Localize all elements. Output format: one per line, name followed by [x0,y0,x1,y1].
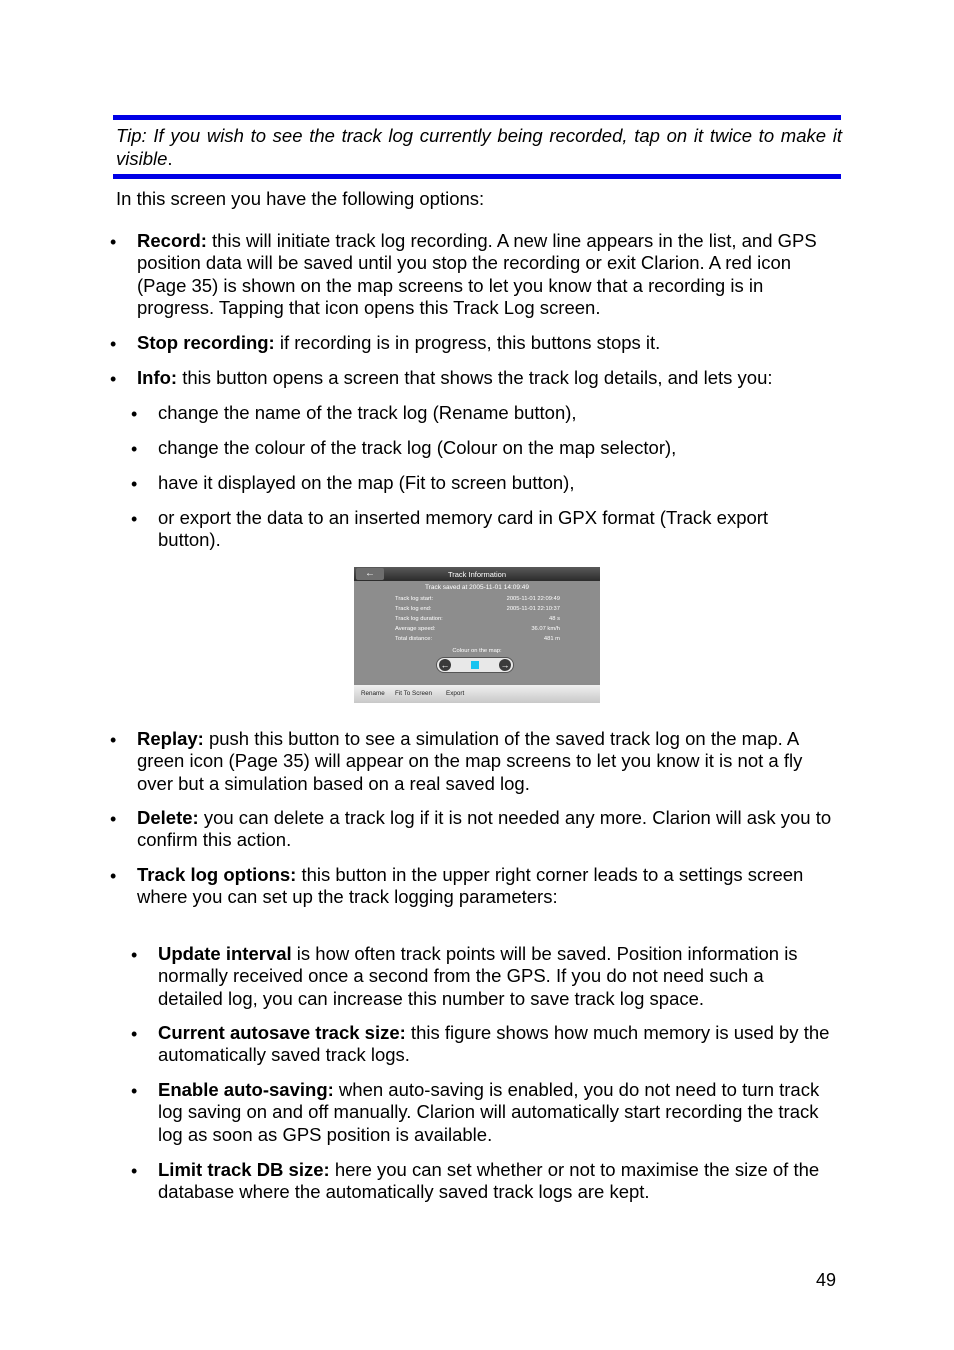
track-saved-line: Track saved at 2005-11-01 14:09:49 [424,584,530,591]
sub-item-colour: change the colour of the track log (Colour on the map selector), [158,437,677,458]
option-autosave-size: Current autosave track size: this figure shows how much memory is used by the automatically saved track logs. [158,1022,830,1066]
bullet: • [131,439,138,459]
bullet-delete: Delete: you can delete a track log if it is not needed any more. Clarion will ask you to confirm this action. [137,807,832,851]
bullet: • [110,730,117,750]
bullet-stop-recording: Stop recording: if recording is in progress, this buttons stops it. [137,332,661,353]
tip-text: Tip: If you wish to see the track log currently being recorded, tap on it twice to make it visible. [116,125,842,169]
sub-item-export: or export the data to an inserted memory card in GPX format (Track export button). [158,507,769,551]
detail-row: Track log duration: 48 s [395,616,560,622]
bullet-record: Record: this will initiate track log recording. A new line appears in the list, and GPS position data will be saved until you stop the recording or exit Clarion. A red icon (Page 35) is shown on the map screens to let you know that a recording is in progress. Tapping that icon opens this Track Log screen. [137,230,817,319]
detail-row: Track log end: 2005-11-01 22:10:37 [395,606,560,612]
screenshot-button-bar [354,685,600,703]
bullet: • [131,1024,138,1044]
colour-swatch [471,661,479,669]
bullet-replay: Replay: push this button to see a simulation of the saved track log on the map. A green icon (Page 35) will appear on the map screens to let you know it is not a fly over but a simulation based on a real saved log. [137,728,803,794]
colour-on-map-label: Colour on the map: [452,648,502,654]
bullet: • [131,509,138,529]
bullet-track-log-options: Track log options: this button in the upper right corner leads to a settings screen where you can set up the track logging parameters: [137,864,804,908]
bullet: • [131,1081,138,1101]
bullet: • [131,474,138,494]
option-limit-db-size: Limit track DB size: here you can set whether or not to maximise the size of the database where the automatically saved track logs are kept. [158,1159,820,1203]
bullet: • [110,809,117,829]
option-enable-auto-saving: Enable auto-saving: when auto-saving is enabled, you do not need to turn track log saving on and off manually. Clarion will automatically start recording the track log as soon as GPS position is available. [158,1079,820,1145]
sub-item-rename: change the name of the track log (Rename button), [158,402,577,423]
page-number: 49 [816,1270,837,1290]
detail-row: Average speed: 36.07 km/h [395,626,560,632]
bullet: • [110,369,117,389]
screenshot-title: Track Information [447,570,507,579]
track-information-screenshot [354,567,600,703]
back-arrow-icon[interactable]: ← [356,568,384,580]
bullet: • [110,232,117,252]
export-button[interactable]: Export [446,690,465,697]
fit-to-screen-button[interactable]: Fit To Screen [395,690,432,697]
bullet-info: Info: this button opens a screen that shows the track log details, and lets you: [137,367,773,388]
bullet: • [131,1161,138,1181]
arrow-left-icon[interactable]: ← [440,660,450,670]
option-update-interval: Update interval is how often track points will be saved. Position information is normally received once a second from the GPS. If you do not need such a detailed log, you can increase this number to save track log space. [158,943,798,1009]
arrow-right-icon[interactable]: → [500,660,510,670]
rename-button[interactable]: Rename [361,690,385,697]
detail-row: Track log start: 2005-11-01 22:09:49 [395,596,560,602]
sub-item-fit: have it displayed on the map (Fit to screen button), [158,472,575,493]
bullet: • [131,945,138,965]
intro-paragraph: In this screen you have the following options: [116,188,485,209]
detail-row: Total distance: 481 m [395,636,560,642]
bullet: • [110,334,117,354]
bullet: • [131,404,138,424]
bullet: • [110,866,117,886]
colour-selector[interactable] [436,657,514,673]
